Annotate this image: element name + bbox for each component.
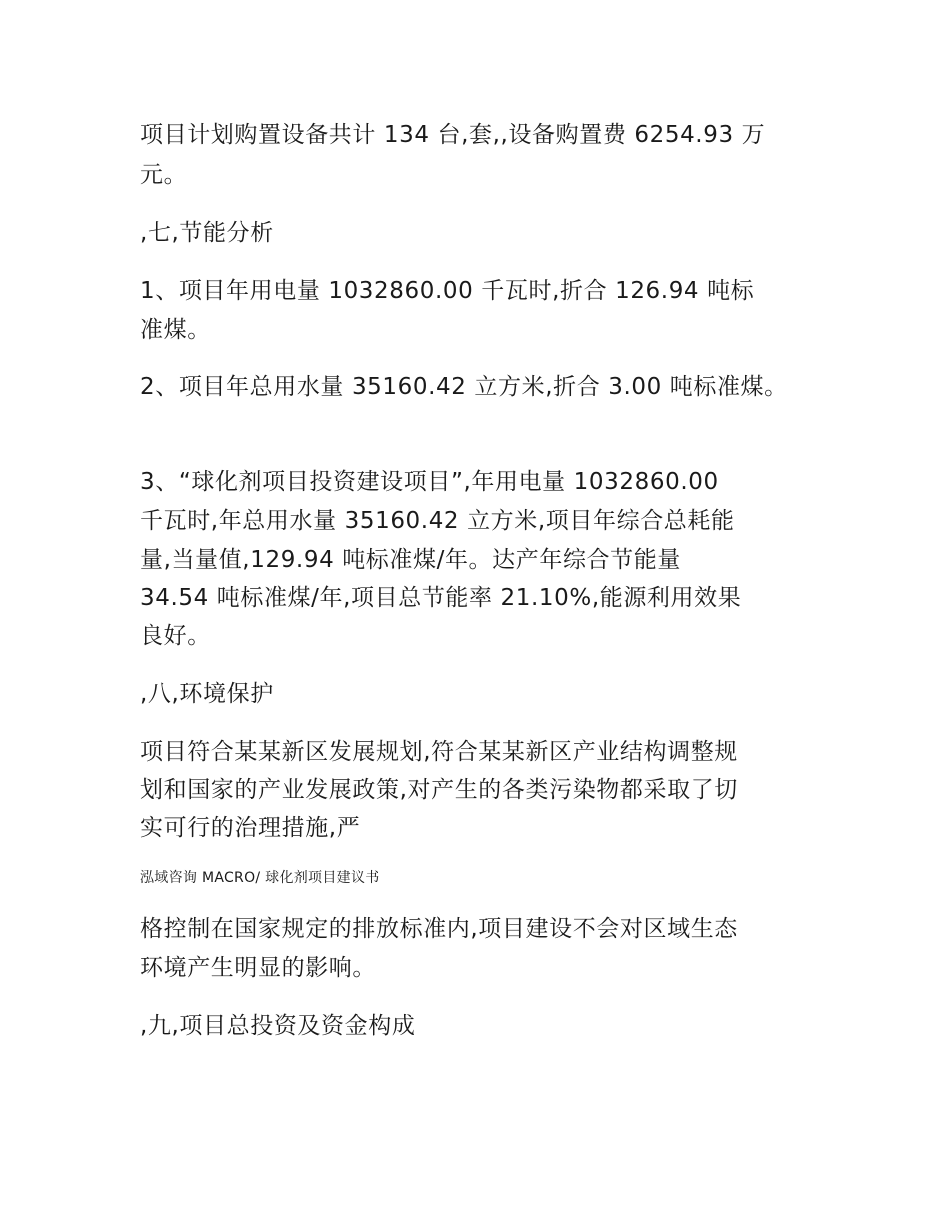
paragraph-equipment-line-1: 项目计划购置设备共计 134 台,套,,设备购置费 6254.93 万 [140,122,766,148]
paragraph-summary-line-2: 千瓦时,年总用水量 35160.42 立方米,项目年综合总耗能 [140,508,735,534]
paragraph-environment-line-5: 环境产生明显的影响。 [140,955,376,981]
paragraph-electricity-line-2: 准煤。 [140,317,211,343]
paragraph-summary-line-4: 34.54 吨标准煤/年,项目总节能率 21.10%,能源利用效果 [140,585,742,611]
heading-environment: ,八,环境保护 [140,681,274,707]
paragraph-summary-line-5: 良好。 [140,623,211,649]
paragraph-environment-line-3: 实可行的治理措施,严 [140,815,361,841]
paragraph-water: 2、项目年总用水量 35160.42 立方米,折合 3.00 吨标准煤。 [140,374,788,400]
heading-total-investment: ,九,项目总投资及资金构成 [140,1013,416,1039]
paragraph-equipment-line-2: 元。 [140,162,188,188]
heading-energy-saving: ,七,节能分析 [140,220,274,246]
paragraph-electricity-line-1: 1、项目年用电量 1032860.00 千瓦时,折合 126.94 吨标 [140,278,755,304]
paragraph-summary-line-1: 3、“球化剂项目投资建设项目”,年用电量 1032860.00 [140,469,719,495]
paragraph-environment-line-2: 划和国家的产业发展政策,对产生的各类污染物都采取了切 [140,777,738,803]
paragraph-environment-line-1: 项目符合某某新区发展规划,符合某某新区产业结构调整规 [140,739,738,765]
paragraph-summary-line-3: 量,当量值,129.94 吨标准煤/年。达产年综合节能量 [140,547,681,573]
paragraph-environment-line-4: 格控制在国家规定的排放标准内,项目建设不会对区域生态 [140,916,738,942]
page-footer: 泓域咨询 MACRO/ 球化剂项目建议书 [140,870,380,886]
